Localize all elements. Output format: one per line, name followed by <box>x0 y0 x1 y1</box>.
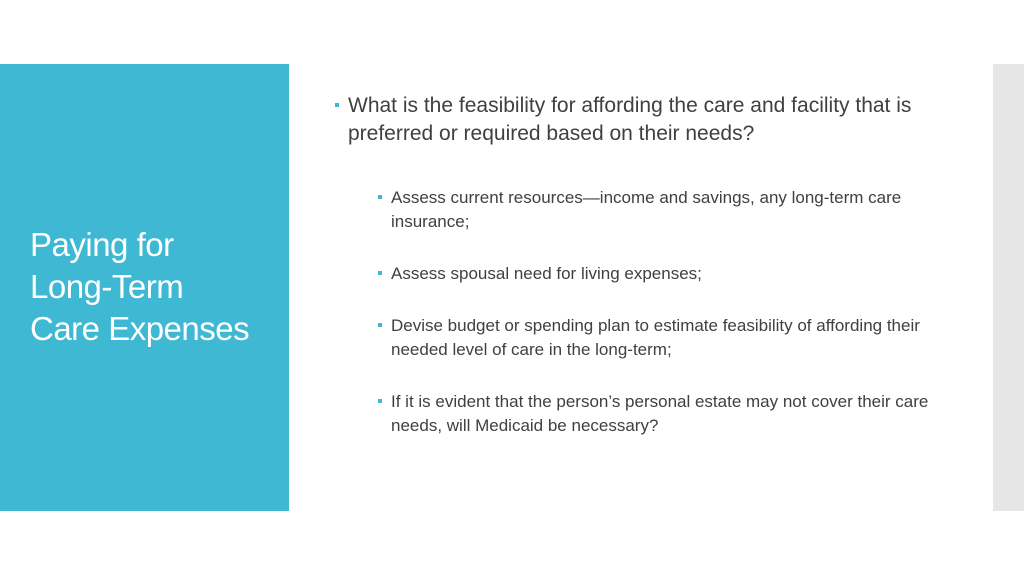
main-bullet-text: What is the feasibility for affording the care and facility that is preferred or required based on their needs? <box>348 94 912 145</box>
bullet-square-icon <box>378 271 382 275</box>
sub-bullet-text: Assess current resources—income and savings, any long-term care insurance; <box>391 188 902 231</box>
bullet-square-icon <box>378 399 382 403</box>
main-bullet <box>335 92 965 148</box>
sub-bullet <box>378 390 951 438</box>
bullet-square-icon <box>378 195 382 199</box>
title-line: Paying for <box>30 226 174 263</box>
title-line: Long-Term <box>30 268 184 305</box>
sub-bullet <box>378 314 951 362</box>
sub-bullet-text: Devise budget or spending plan to estimate feasibility of affording their needed level of care in the long-term; <box>391 316 920 359</box>
sub-bullet <box>378 186 951 234</box>
sub-bullet <box>378 262 951 286</box>
sub-bullet-text: If it is evident that the person’s personal estate may not cover their care needs, will Medicaid be necessary? <box>391 392 929 435</box>
right-side-strip <box>993 64 1024 511</box>
slide-title <box>30 224 280 350</box>
sub-bullet-text: Assess spousal need for living expenses; <box>391 264 702 283</box>
title-line: Care Expenses <box>30 310 250 347</box>
bullet-square-icon <box>335 103 339 107</box>
bullet-square-icon <box>378 323 382 327</box>
bullet-content <box>335 92 965 466</box>
